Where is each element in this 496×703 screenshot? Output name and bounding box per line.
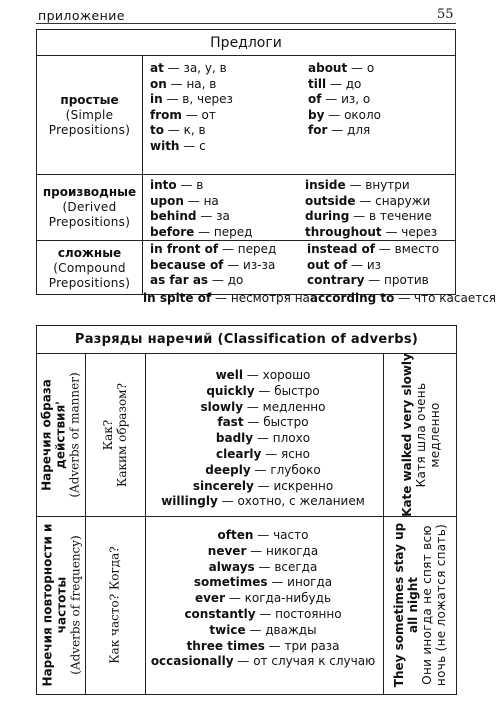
manner-example-cell: [383, 354, 458, 516]
entry-translation: в: [196, 178, 204, 192]
entry-line: [308, 61, 381, 77]
category-line: действия': [54, 401, 69, 469]
entry-line: [150, 77, 233, 93]
entry-line: [147, 544, 379, 560]
entry-dash: —: [349, 209, 369, 223]
entry-line: [150, 61, 233, 77]
entry-translation: до: [227, 273, 244, 287]
entry-word: during: [305, 209, 350, 223]
entry-dash: —: [179, 138, 200, 153]
entry-line: [147, 431, 379, 447]
entry-word: instead of: [307, 242, 376, 256]
entry-line: [147, 400, 379, 416]
entry-word: outside: [305, 193, 356, 208]
entry-word: before: [150, 224, 195, 239]
entry-word: sincerely: [192, 478, 254, 493]
entry-translation: в течение: [368, 209, 432, 223]
entry-translation: снаружи: [375, 193, 431, 208]
entry-translation: что касается: [414, 291, 496, 305]
derived-right-column: [305, 178, 437, 240]
entry-word: deeply: [205, 462, 251, 477]
entry-word: with: [150, 138, 180, 153]
category-name-ru: простые: [60, 92, 119, 107]
column-divider: [145, 354, 146, 694]
derived-category-cell: [37, 175, 143, 240]
entry-line: [150, 178, 252, 194]
entry-line: [305, 178, 437, 194]
entry-dash: —: [246, 543, 266, 558]
example-line: Они иногда не спят всю: [420, 525, 435, 685]
entry-dash: —: [267, 575, 288, 590]
example-line: ночь (не ложатся спать): [434, 523, 449, 687]
entry-translation: для: [347, 123, 371, 137]
example-line: медленно: [427, 402, 442, 468]
entry-line: [305, 194, 437, 210]
entry-line: [147, 463, 379, 479]
entry-word: always: [208, 559, 255, 574]
entry-translation: через: [401, 224, 438, 239]
entry-word: to: [150, 123, 164, 137]
entry-word: till: [308, 76, 327, 91]
entry-translation: хорошо: [262, 368, 311, 382]
entry-translation: искренно: [273, 478, 334, 493]
entry-line: [147, 494, 379, 510]
entry-word: well: [215, 368, 244, 382]
entry-translation: быстро: [274, 383, 320, 398]
question-line: Как?: [101, 419, 116, 451]
entry-word: according to: [309, 291, 395, 305]
entry-translation: из-за: [243, 257, 276, 272]
entry-word: for: [308, 123, 328, 137]
category-line: Наречия повторности и: [40, 523, 55, 687]
entry-translation: плохо: [272, 431, 311, 446]
entry-line: [150, 194, 252, 210]
adverbs-table: [36, 325, 457, 695]
example-line: all night: [406, 576, 421, 634]
manner-adverb-list: [147, 368, 379, 510]
entry-translation: вместо: [394, 242, 440, 256]
entry-word: willingly: [161, 494, 218, 509]
entry-translation: из: [366, 257, 381, 272]
entry-dash: —: [225, 591, 245, 606]
category-name-en: (Derived: [62, 200, 117, 214]
entry-dash: —: [254, 559, 275, 574]
entry-line: [147, 479, 379, 495]
entry-word: in front of: [150, 242, 219, 256]
entry-dash: —: [233, 654, 254, 669]
entry-line: [308, 92, 381, 108]
entry-word: quickly: [206, 383, 255, 398]
entry-word: three times: [186, 638, 265, 653]
entry-dash: —: [194, 224, 214, 239]
entry-dash: —: [355, 193, 376, 208]
entry-dash: —: [223, 257, 244, 272]
entry-word: in spite of: [143, 291, 212, 305]
entry-translation: к, в: [183, 123, 206, 137]
entry-dash: —: [327, 123, 348, 137]
header-rule: [36, 23, 456, 24]
entry-word: behind: [150, 209, 197, 223]
entry-word: clearly: [216, 446, 262, 461]
entry-dash: —: [261, 446, 281, 461]
entry-translation: до: [345, 76, 362, 91]
entry-translation: перед: [213, 224, 253, 239]
entry-line: [307, 258, 439, 274]
entry-dash: —: [245, 622, 266, 637]
entry-dash: —: [163, 123, 184, 137]
entry-translation: на: [203, 193, 219, 208]
simple-prepositions-row: [37, 56, 455, 175]
entry-dash: —: [211, 291, 231, 305]
entry-line: [147, 447, 379, 463]
entry-dash: —: [243, 368, 263, 382]
compound-right-column: [307, 242, 439, 289]
entry-dash: —: [324, 107, 345, 122]
entry-translation: дважды: [265, 622, 317, 637]
simple-right-column: [308, 61, 381, 139]
category-line: Наречия образа: [40, 379, 55, 491]
entry-word: in: [150, 92, 163, 106]
entry-line: [305, 209, 437, 225]
entry-translation: перед: [237, 242, 277, 256]
entry-word: as far as: [150, 273, 209, 287]
entry-word: sometimes: [193, 575, 268, 590]
entry-line: [150, 139, 233, 155]
entry-word: into: [150, 178, 177, 192]
question-line: Как часто? Когда?: [108, 546, 123, 664]
entry-line: [308, 123, 381, 139]
frequency-question-cell: [85, 516, 145, 694]
category-name-en: (Compound: [53, 260, 126, 275]
entry-line: [147, 384, 379, 400]
entry-line: [150, 209, 252, 225]
entry-dash: —: [364, 273, 385, 287]
entry-word: throughout: [305, 224, 382, 239]
example-line: Катя шла очень: [413, 382, 428, 488]
entry-translation: из, о: [341, 92, 371, 106]
entry-word: of: [308, 92, 322, 106]
category-name-en: (Simple: [65, 107, 114, 122]
entry-dash: —: [255, 606, 276, 621]
section-title: приложение: [38, 8, 125, 23]
category-line: (Adverbs of manner): [68, 372, 83, 498]
entry-word: inside: [305, 178, 346, 192]
entry-dash: —: [253, 528, 274, 542]
entry-word: fast: [217, 415, 244, 430]
entry-line: [143, 291, 310, 305]
category-name-en: Prepositions): [48, 122, 131, 137]
entry-line: [147, 623, 379, 639]
compound-center-lines: [143, 291, 496, 325]
entry-translation: часто: [273, 528, 309, 542]
entry-line: [307, 242, 439, 258]
prepositions-title: Предлоги: [37, 30, 455, 56]
entry-dash: —: [394, 291, 415, 305]
example-line: They sometimes stay up: [392, 522, 407, 688]
entry-line: [147, 591, 379, 607]
entry-dash: —: [181, 107, 202, 122]
entry-line: [307, 273, 439, 289]
simple-left-column: [150, 61, 233, 154]
entry-line: [150, 108, 233, 124]
entry-word: badly: [215, 431, 254, 446]
entry-translation: когда-нибудь: [244, 591, 332, 606]
entry-word: ever: [194, 591, 225, 606]
entry-translation: за: [216, 209, 230, 223]
prepositions-table: [36, 29, 496, 305]
question-line: Каким образом?: [115, 383, 130, 487]
category-name-ru: производные: [42, 185, 137, 199]
entry-dash: —: [166, 76, 187, 91]
entry-translation: быстро: [263, 415, 309, 430]
entry-dash: —: [217, 494, 238, 509]
entry-line: [308, 77, 381, 93]
entry-dash: —: [253, 431, 273, 446]
entry-word: because of: [150, 257, 224, 272]
entry-line: [147, 654, 379, 670]
category-name-en: Prepositions): [48, 215, 131, 229]
simple-category-cell: [37, 56, 143, 174]
entry-dash: —: [208, 273, 228, 287]
entry-line: [147, 528, 379, 544]
entry-dash: —: [243, 399, 263, 414]
entry-translation: за, у, в: [183, 61, 227, 75]
entry-word: about: [308, 61, 348, 75]
entry-word: upon: [150, 193, 184, 208]
entry-word: on: [150, 76, 167, 91]
entry-dash: —: [196, 209, 217, 223]
entry-word: constantly: [184, 606, 256, 621]
entry-translation: в, через: [182, 92, 233, 106]
entry-dash: —: [321, 92, 342, 106]
entry-word: occasionally: [150, 654, 234, 669]
entry-word: contrary: [307, 273, 365, 287]
entry-line: [305, 225, 437, 241]
entry-translation: против: [384, 273, 429, 287]
frequency-category-cell: [37, 516, 85, 694]
example-line: Kate walked very slowly: [399, 353, 414, 517]
entry-line: [147, 607, 379, 623]
entry-line: [150, 273, 276, 289]
entry-translation: с: [199, 138, 206, 153]
entry-translation: от случая к случаю: [253, 654, 376, 669]
compound-left-column: [150, 242, 276, 289]
entry-line: [147, 575, 379, 591]
derived-left-column: [150, 178, 252, 240]
entry-line: [308, 108, 381, 124]
entry-translation: несмотря на: [230, 291, 310, 305]
compound-category-cell: [37, 241, 143, 295]
entry-dash: —: [326, 76, 346, 91]
entry-translation: иногда: [287, 575, 333, 590]
entry-line: [147, 415, 379, 431]
entry-line: [150, 92, 233, 108]
entry-dash: —: [347, 257, 367, 272]
entry-translation: всегда: [274, 559, 318, 574]
entry-line: [150, 258, 276, 274]
entry-line: [310, 291, 496, 305]
entry-translation: внутри: [365, 178, 410, 192]
entry-dash: —: [264, 638, 285, 653]
category-line: (Adverbs of frequency): [68, 535, 83, 675]
entry-dash: —: [347, 61, 367, 75]
derived-prepositions-row: [37, 175, 455, 241]
frequency-example-cell: [383, 516, 458, 694]
entry-dash: —: [218, 242, 238, 256]
manner-question-cell: [85, 354, 145, 516]
entry-word: twice: [209, 622, 246, 637]
entry-word: by: [308, 107, 325, 122]
entry-translation: около: [344, 107, 382, 122]
page-number: 55: [437, 7, 454, 22]
entry-translation: от: [201, 107, 216, 122]
entry-translation: ясно: [280, 446, 310, 461]
category-line: частоты: [54, 576, 69, 634]
entry-line: [147, 368, 379, 384]
entry-translation: охотно, с желанием: [237, 494, 365, 509]
entry-dash: —: [345, 178, 366, 192]
entry-translation: никогда: [266, 543, 319, 558]
entry-translation: на, в: [186, 76, 217, 91]
entry-line: [147, 560, 379, 576]
entry-word: out of: [307, 257, 348, 272]
compound-prepositions-row: [37, 241, 455, 295]
entry-dash: —: [162, 92, 183, 106]
entry-word: slowly: [200, 399, 244, 414]
entry-translation: медленно: [262, 399, 326, 414]
frequency-adverb-list: [147, 528, 379, 670]
entry-dash: —: [253, 478, 274, 493]
entry-translation: глубоко: [270, 462, 321, 477]
entry-dash: —: [176, 178, 197, 192]
adverbs-title: Разряды наречий (Classification of adverbs): [37, 326, 456, 354]
entry-dash: —: [163, 61, 184, 75]
category-name-ru: сложные: [57, 245, 122, 260]
manner-category-cell: [37, 354, 85, 516]
entry-dash: —: [243, 415, 264, 430]
entry-dash: —: [254, 383, 275, 398]
entry-translation: три раза: [284, 638, 340, 653]
entry-word: never: [207, 543, 247, 558]
entry-word: often: [217, 528, 254, 542]
entry-dash: —: [375, 242, 395, 256]
entry-line: [150, 123, 233, 139]
entry-dash: —: [250, 462, 271, 477]
entry-line: [150, 225, 252, 241]
entry-dash: —: [381, 224, 402, 239]
entry-translation: о: [366, 61, 375, 75]
entry-word: at: [150, 61, 164, 75]
entry-line: [147, 639, 379, 655]
entry-dash: —: [183, 193, 204, 208]
entry-line: [150, 242, 276, 258]
entry-translation: постоянно: [275, 606, 342, 621]
entry-word: from: [150, 107, 182, 122]
category-name-en: Prepositions): [48, 275, 131, 290]
